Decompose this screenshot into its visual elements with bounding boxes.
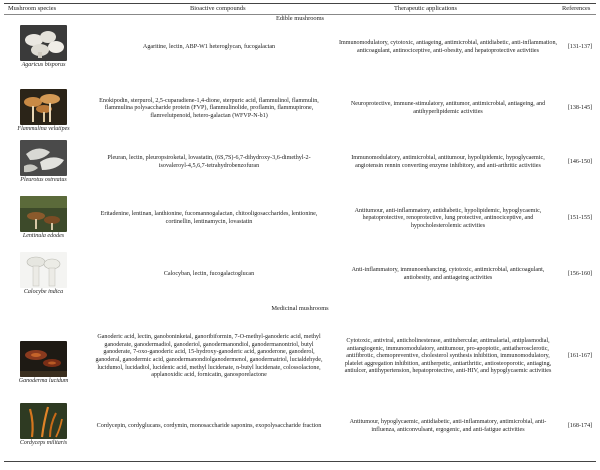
section-edible: Edible mushrooms	[275, 15, 325, 22]
species-name: Cordyceps militaris	[19, 440, 68, 446]
cordyceps-photo	[20, 403, 67, 439]
applications-cell: Cytotoxic, antiviral, anticholinesterase, antitubercular, antimalarial, antiplasmodial, antiangiogenic, immunomodulatory, antitumour, pro-apoptotic, antiatherosclerotic, antifibrotic, chemopreventive, cholesterol synthesis inhibition, immunomodulatory, platelet aggregation inhibition, antiherpetic, antiarthritic, antiosteoporotic, antiaging, antiulcer, antihypertension, hepatoprotective, anti-HIV, and hypoglycaemic activities	[344, 338, 552, 375]
applications-cell: Anti-inflammatory, immunoenhancing, cytotoxic, antimicrobial, anticoagulant, antiobesity, and antiageing activities	[351, 267, 545, 281]
calocybe-photo	[20, 252, 67, 288]
header-references: References	[562, 5, 591, 12]
species-name: Lentinula edodes	[22, 233, 65, 239]
row-image-ganoderma	[20, 341, 67, 386]
species-name: Calocybe indica	[23, 289, 64, 295]
table-bottom-rule	[4, 461, 596, 462]
compounds-cell: Eritadenine, lentinan, lanthionine, fucomannogalactan, chitooligosaccharides, lentionine, cortinellin, lentinamycin, lovastatin	[100, 211, 318, 225]
lentinula-photo	[20, 196, 67, 232]
references-cell: [168-174]	[567, 423, 593, 430]
references-cell: [151-155]	[567, 215, 593, 222]
species-name: Ganoderma lucidum	[18, 378, 69, 384]
row-image-pleurotus	[20, 140, 67, 185]
ganoderma-photo	[20, 341, 67, 377]
applications-cell: Immunomodulatory, cytotoxic, antiageing, antimicrobial, antidiabetic, anti-inflammation, anticoagulant, antinociceptive, anti-obesity, and hepatoprotective activities	[338, 40, 558, 54]
species-name: Agaricus bisporus	[21, 62, 66, 68]
compounds-cell: Pleuran, lectin, pleuropsiroketal, lovastatin, (6S,7S)-6,7-dihydroxy-3,6-dimethyl-2-isovaleroyl-4,5,6,7-tetrahydrobenzofuran	[107, 155, 311, 169]
header-species: Mushroom species	[8, 5, 57, 12]
compounds-cell: Agaritine, lectin, ABP-W1 heteroglycan, fucogalactan	[142, 44, 276, 51]
references-cell: [138-145]	[567, 105, 593, 112]
applications-cell: Antitumour, anti-inflammatory, antidiabetic, hypolipidemic, hypoglycaemic, hepatoprotective, renoprotective, lung protective, antinociceptive, and hypocholesterolemic activities	[354, 207, 542, 229]
row-image-lentinula	[20, 196, 67, 241]
compounds-cell: Calocyban, lectin, fucogalactoglucan	[163, 271, 255, 278]
applications-cell: Antitumour, hypoglycaemic, antidiabetic, anti-inflammatory, antimicrobial, anti-influenza, anticonvulsant, ergogenic, and anti-fatigue activities	[349, 419, 547, 433]
table-top-rule	[4, 3, 596, 4]
row-image-agaricus	[20, 25, 67, 70]
bioactive-compounds-table	[4, 3, 596, 463]
species-name: Flammulina velutipes	[17, 126, 70, 132]
species-name: Pleurotus ostreatus	[20, 177, 67, 183]
compounds-cell: Enokipodin, sterpurol, 2,5-cuparadiene-1,4-dione, sterpuric acid, flammulinol, flammulin, flammulina polysaccharide protein (FVP), flammulinolide, proflamin, flammupirone, flamvelutpenoid, hetero-galactan (WFVP-N-b1)	[99, 97, 319, 119]
compounds-cell: Cordycepin, cordyglucans, cordymin, monosaccharide saponins, exopolysaccharide fraction	[96, 423, 322, 430]
row-image-flammulina	[17, 89, 70, 134]
references-cell: [156-160]	[567, 271, 593, 278]
references-cell: [146-150]	[567, 159, 593, 166]
section-medicinal: Medicinal mushrooms	[271, 305, 329, 312]
row-image-cordyceps	[20, 403, 67, 448]
compounds-cell: Ganoderic acid, lectin, ganobonin​ketal, ganoribiformin, 7-O-methyl-ganoderic acid, methyl ganoderate, ganodermadiol, ganoderiol, ganodermanondiol, ganodermanontriol, butyl ganoderate, 7-oxo-ganoderic acid, 15-hydroxy-ganoderic acid, ganoderone, ganoderol, ganoderal, ganodermic acid, ganodermanondiolganodermenol, ganodermatriol, lucialdehyde, lucidumol, lucidadiol, lucidenic acid, methyl lucidenate, n-butyl lucidenate, colossolactone, applanoxidic acid, fornicatin, ganosporelactone	[95, 334, 323, 379]
header-applications: Therapeutic applications	[394, 5, 457, 12]
references-cell: [131-137]	[567, 44, 593, 51]
agaricus-photo	[20, 25, 67, 61]
applications-cell: Immunomodulatory, antimicrobial, antitumour, hypolipidemic, hypoglycaemic, angiotensin rennin converting enzyme inhibitory, and anti-arthritic activities	[351, 155, 545, 169]
header-compounds: Bioactive compounds	[190, 5, 246, 12]
pleurotus-photo	[20, 140, 67, 176]
flammulina-photo	[20, 89, 67, 125]
references-cell: [161-167]	[567, 353, 593, 360]
applications-cell: Neuroprotective, immune-stimulatory, antitumor, antimicrobial, antiageing, and antihyperlipidemic activities	[350, 101, 546, 115]
row-image-calocybe	[20, 252, 67, 297]
